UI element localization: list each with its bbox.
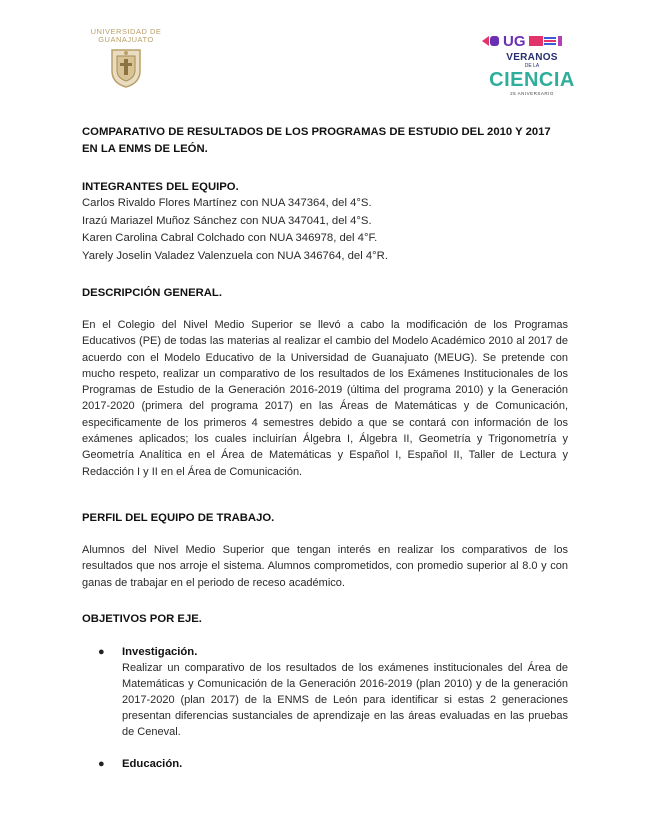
objectives-section	[82, 611, 568, 772]
bullet-icon: ●	[98, 645, 105, 658]
general-heading: DESCRIPCIÓN GENERAL.	[82, 287, 222, 299]
color-shapes-icon	[482, 34, 500, 48]
bullet-icon: ●	[98, 757, 105, 770]
veranos-text: VERANOS	[506, 52, 558, 63]
flag-stripes-icon	[529, 34, 563, 48]
objective-title: Investigación.	[122, 645, 198, 658]
university-name-line1: UNIVERSIDAD DE	[90, 27, 162, 36]
veranos-ciencia-logo	[482, 32, 582, 96]
team-section	[82, 179, 568, 265]
document-title: COMPARATIVO DE RESULTADOS DE LOS PROGRAMAS DE ESTUDIO DEL 2010 Y 2017 EN LA ENMS DE LEÓN.	[82, 126, 551, 155]
university-name-line2: GUANAJUATO	[98, 35, 154, 44]
general-body: En el Colegio del Nivel Medio Superior se llevó a cabo la modificación de los Programas Educativos (PE) de todas las materias al realizar el cambio del Modelo Académico 2010 al 2017 de acuerdo con el Modelo Educativo de la Universidad de Guanajuato (MEUG). Se pretende con mucho respeto, realizar un comparativo de los resultados de los Exámenes Institucionales de los Programas de Estudio de la Generación 2016-2019 (última del programa 2010) y la Generación 2017-2020 (primera del programa 2017) en las Áreas de Matemáticas y de Comunicación, especificamente de los primeros 4 semestres debido a que se contará con información de los exámenes aplicados; los cuales incluirían Álgebra I, Álgebra II, Geometría y Trigonometría y Geometría Analítica en el Área de Matemáticas y Español I, Español II, Taller de Lectura y Redacción I y II en el Área de Comunicación.	[82, 319, 568, 478]
objective-body: Realizar un comparativo de los resultados de los exámenes institucionales del Área de Matemáticas y Comunicación de la Generación 2016-2019 (plan 2010) y de la generación 2017-2020 (plan 2017) de la ENMS de León para identificar si estas 2 generaciones presentan diferencias sustanciales de aprendizaje en las áreas evaluadas en las pruebas de Ceneval.	[122, 661, 568, 738]
team-member: Irazú Mariazel Muñoz Sánchez con NUA 347041, del 4°S.	[82, 214, 372, 227]
profile-body: Alumnos del Nivel Medio Superior que tengan interés en realizar los comparativos de los resultados que nos arroje el sistema. Alumnos comprometidos, con promedio superior al 8.0 y con ganas de trabajar en el periodo de receso académico.	[82, 543, 568, 589]
general-description-section	[82, 285, 568, 480]
team-heading: INTEGRANTES DEL EQUIPO.	[82, 181, 239, 193]
document-body	[82, 124, 568, 788]
de-la-text: DE LA	[524, 63, 540, 69]
team-member: Karen Carolina Cabral Colchado con NUA 346978, del 4°F.	[82, 232, 378, 244]
anniversary-text: 25 ANIVERSARIO	[510, 91, 554, 96]
profile-heading: PERFIL DEL EQUIPO DE TRABAJO.	[82, 511, 275, 524]
list-item	[82, 644, 568, 740]
team-member: Carlos Rivaldo Flores Martínez con NUA 347364, del 4°S.	[82, 197, 372, 209]
objectives-heading: OBJETIVOS POR EJE.	[82, 612, 202, 625]
team-member: Yarely Joselin Valadez Valenzuela con NUA 346764, del 4°R.	[82, 249, 388, 262]
team-members-list	[82, 195, 568, 265]
objective-title: Educación.	[122, 757, 183, 770]
university-logo	[86, 28, 166, 94]
profile-section	[82, 510, 568, 591]
objectives-list	[82, 644, 568, 772]
veranos-ug-text: UG	[503, 32, 526, 50]
university-crest-icon	[109, 47, 143, 89]
list-item	[82, 756, 568, 772]
ciencia-text: CIENCIA	[489, 69, 575, 91]
